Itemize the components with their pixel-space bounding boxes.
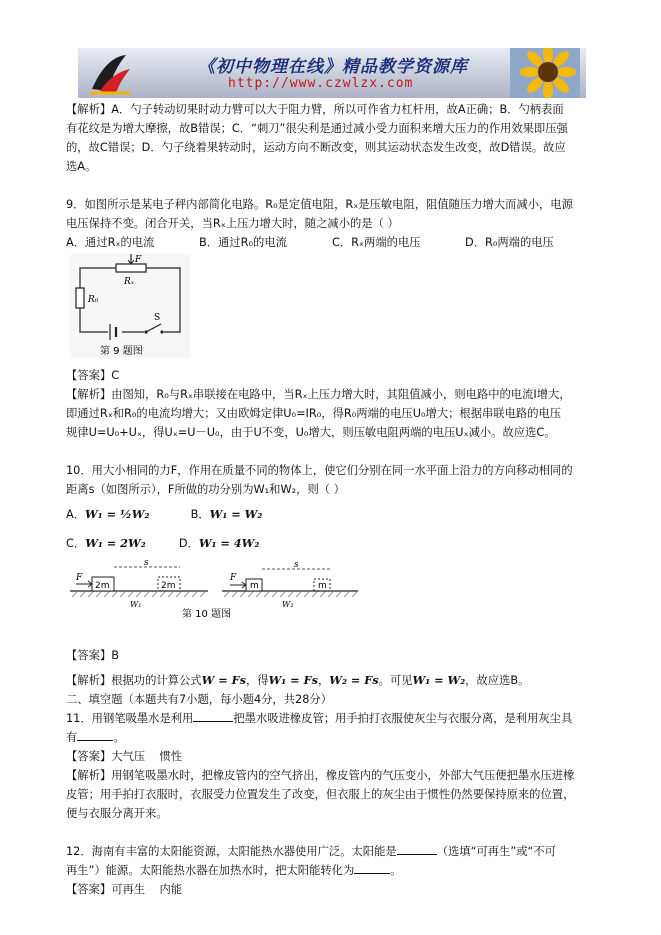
q10-options-ab: A．W₁ = ½W₂ B．W₁ = W₂ — [66, 507, 263, 521]
q10-left-mass-label-2: 2m — [161, 581, 176, 591]
q10-answer: 【答案】B — [66, 649, 119, 662]
header-banner — [78, 48, 586, 98]
q10-right-mass-label-2: m — [318, 581, 327, 591]
sunflower-icon — [510, 48, 580, 98]
q12-stem-line-1: 12．海南有丰富的太阳能资源，太阳能热水器使用广泛。太阳能是 （选填“可再生”或“不可 — [66, 842, 598, 861]
q10-right-distance-label: s — [294, 560, 299, 570]
q10-options-cd: C．W₁ = 2W₂ D．W₁ = 4W₂ — [66, 536, 260, 550]
q8-analysis-line-1: 【解析】A．勺子转动切果时动力臂可以大于阻力臂，所以可作省力杠杆用，故A正确；B．勺柄表面 — [66, 103, 564, 116]
q11-analysis-line-1: 【解析】用钢笔吸墨水时，把橡皮管内的空气挤出，橡皮管内的气压变小，外部大气压便把墨水压进橡 — [66, 769, 575, 782]
banner-url: http://www.czwlzx.com — [228, 76, 414, 91]
q12-stem-line-2: 再生”）能源。太阳能热水器在加热水时，把太阳能转化为 。 — [66, 861, 598, 880]
q9-option-c: C．Rₓ两端的电压 — [332, 236, 421, 249]
q11-answer: 【答案】大气压 惯性 — [66, 750, 183, 763]
q11-stem-line-2: 有 。 — [66, 728, 598, 747]
q9-analysis-line-2: 即通过Rₓ和R₀的电流均增大；又由欧姆定律U₀=IR₀，得R₀两端的电压U₀增大；根据串联电路的电压 — [66, 407, 562, 420]
q10-stem-line-1: 10．用大小相同的力F，作用在质量不同的物体上，使它们分别在同一水平面上沿力的方向移动相同的 — [66, 464, 573, 477]
q9-circuit-figure — [70, 254, 190, 358]
q10-stem-line-2: 距离s（如图所示），F所做的功分别为W₁和W₂，则（ ） — [66, 483, 345, 496]
q9-label-f: F — [135, 255, 142, 265]
q9-stem-line-2: 电压保持不变。闭合开关，当Rₓ上压力增大时，随之减小的是（ ） — [66, 217, 399, 230]
q9-option-b: B．通过R₀的电流 — [199, 236, 287, 249]
q9-stem-line-1: 9．如图所示是某电子秤内部简化电路。R₀是定值电阻，Rₓ是压敏电阻，阻值随压力增大而减小，电源 — [66, 198, 573, 211]
q8-analysis-line-2: 有花纹是为增大摩擦，故B错误；C．“刺刀”很尖利是通过减小受力面积来增大压力的作用效果即压强 — [66, 122, 568, 135]
q11-blank-2[interactable] — [77, 728, 113, 741]
q9-label-rx: Rₓ — [124, 277, 134, 287]
q10-right-work-label: W₂ — [282, 600, 294, 609]
logo-icon — [86, 51, 134, 95]
q9-label-s: S — [154, 313, 161, 323]
q9-analysis-line-3: 规律U=U₀+Uₓ，得Uₓ=U－U₀，由于U不变，U₀增大，则压敏电阻两端的电压Uₓ减小。故应选C。 — [66, 426, 556, 439]
q9-options — [66, 233, 598, 252]
q10-right-mass-label: m — [250, 581, 259, 591]
q10-work-figure — [70, 557, 360, 619]
q12-blank-2[interactable] — [354, 861, 390, 874]
q9-option-d: D．R₀两端的电压 — [465, 236, 554, 249]
q12-answer: 【答案】可再生 内能 — [66, 883, 183, 896]
q10-left-work-label: W₁ — [130, 600, 142, 609]
q9-figure-caption: 第 9 题图 — [100, 346, 143, 357]
q10-option-c: W₁ = 2W₂ — [85, 536, 146, 550]
q10-diagram-left — [70, 558, 208, 609]
q11-analysis-line-2: 皮管；用手拍打衣服时，衣服受力位置发生了改变，但衣服上的灰尘由于惯性仍然要保持原来的位置， — [66, 788, 575, 801]
q9-label-r0: R₀ — [88, 295, 99, 305]
q10-option-d: W₁ = 4W₂ — [198, 536, 260, 550]
q12-blank-1[interactable] — [397, 842, 437, 855]
q10-option-b: W₁ = W₂ — [209, 507, 263, 521]
q10-right-force-label: F — [230, 573, 237, 583]
q11-stem-line-1: 11．用钢笔吸墨水是利用 把墨水吸进橡皮管；用手拍打衣服使灰尘与衣服分离，是利用灰尘具 — [66, 709, 598, 728]
q8-analysis-line-3: 的，故C错误；D．勺子绕着果转动时，运动方向不断改变，则其运动状态发生改变，故D错误。故应 — [66, 141, 566, 154]
q10-left-mass-label: 2m — [95, 581, 110, 591]
q10-diagram-right — [222, 560, 358, 609]
q10-analysis: 【解析】根据功的计算公式W = Fs，得W₁ = Fs，W₂ = Fs。可见W₁ = W₂，故应选B。 — [66, 673, 530, 687]
q9-analysis-line-1: 【解析】由图知，R₀与Rₓ串联接在电路中，当Rₓ上压力增大时，其阻值减小，则电路中的电流I增大， — [66, 388, 571, 401]
q10-left-distance-label: s — [144, 558, 149, 568]
document-body — [66, 100, 598, 899]
q11-analysis-line-3: 便与衣服分离开来。 — [66, 807, 168, 820]
q10-option-a: W₁ = ½W₂ — [85, 507, 150, 521]
q8-analysis-line-4: 选A。 — [66, 160, 97, 173]
q11-blank-1[interactable] — [193, 709, 233, 722]
q10-left-force-label: F — [76, 573, 83, 583]
q10-figure-caption: 第 10 题图 — [182, 609, 232, 619]
q9-option-a: A．通过Rₓ的电流 — [66, 236, 155, 249]
section-2-heading: 二、填空题（本题共有7小题，每小题4分，共28分） — [66, 693, 332, 706]
banner-title: 《初中物理在线》精品教学资源库 — [198, 57, 468, 77]
q9-answer: 【答案】C — [66, 369, 120, 382]
